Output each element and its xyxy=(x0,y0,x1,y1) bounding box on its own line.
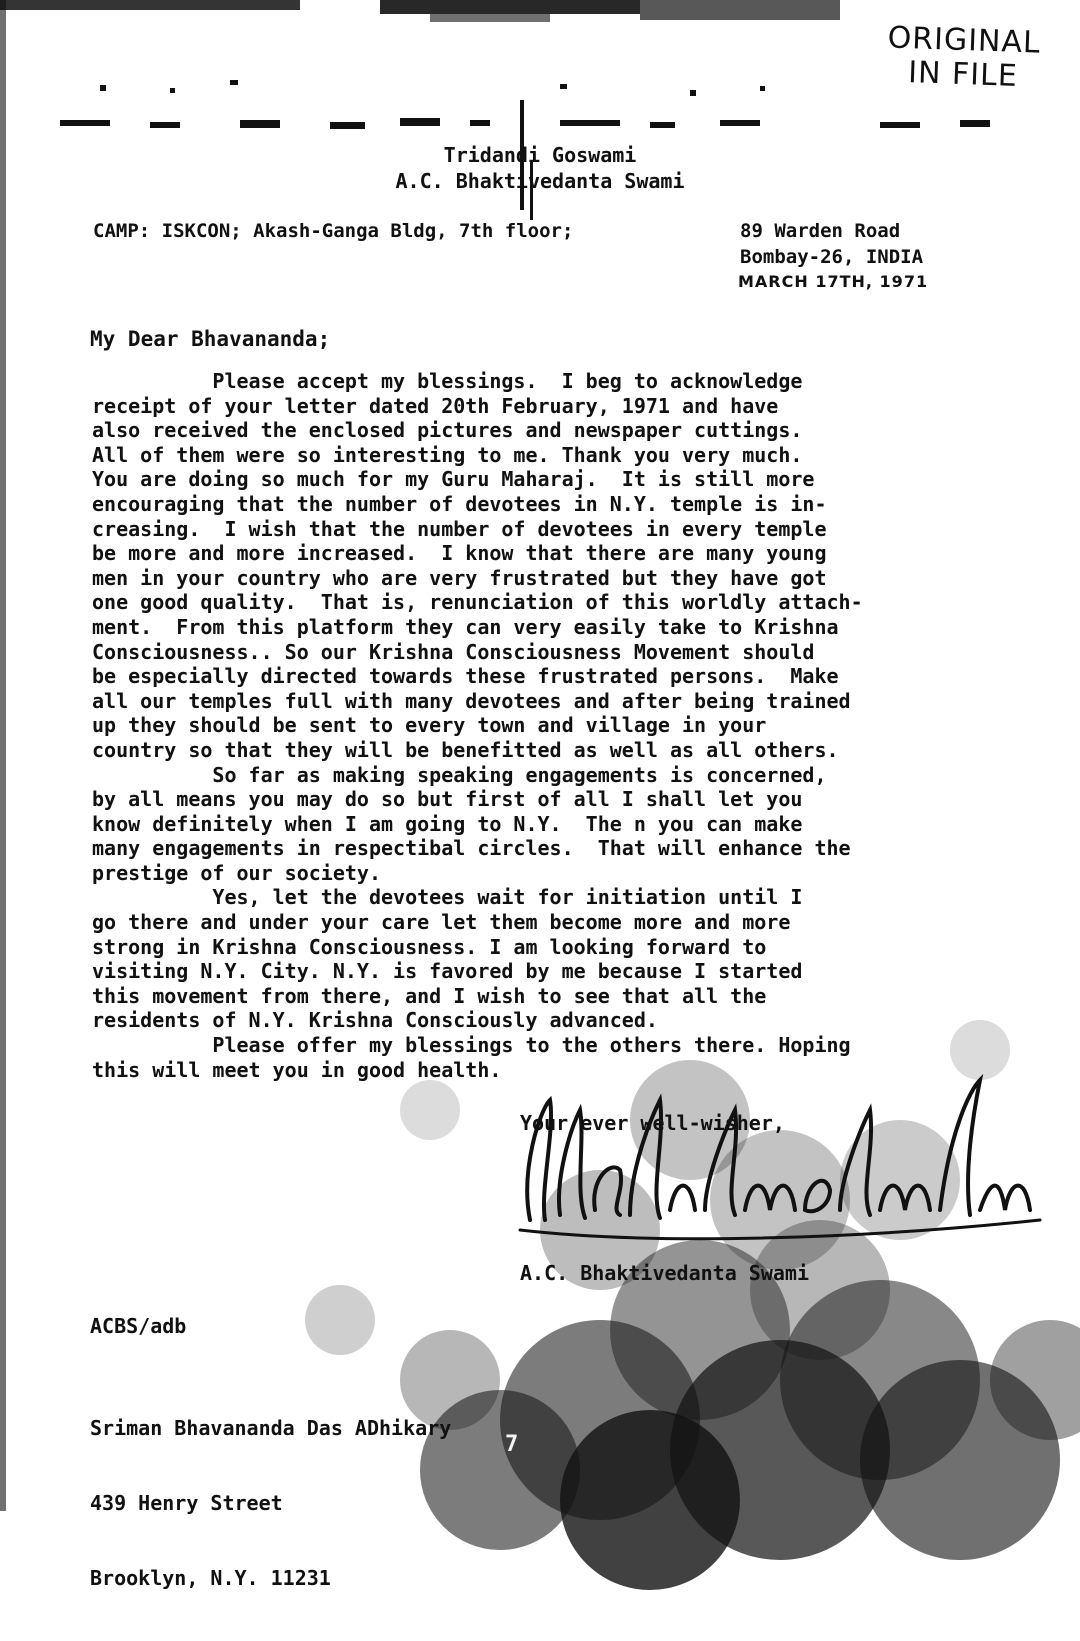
recipient-line-2: 439 Henry Street xyxy=(90,1491,283,1515)
original-in-file-stamp xyxy=(886,21,1041,94)
recipient-line-1: Sriman Bhavananda Das ADhikary xyxy=(90,1416,452,1440)
road-address: 89 Warden Road xyxy=(740,220,901,242)
body-line: Consciousness.. So our Krishna Consciousness Movement should xyxy=(92,639,815,664)
letter-body xyxy=(92,369,1052,1082)
body-line: also received the enclosed pictures and newspaper cuttings. xyxy=(92,418,803,443)
body-line: encouraging that the number of devotees in N.Y. temple is in- xyxy=(92,491,827,516)
body-line: many engagements in respectibal circles. That will enhance the xyxy=(92,836,851,861)
body-line: this will meet you in good health. xyxy=(92,1057,502,1082)
body-line: be more and more increased. I know that there are many young xyxy=(92,541,827,566)
recipient-address xyxy=(90,1366,451,1641)
city-address: Bombay-26, INDIA xyxy=(740,246,924,268)
salutation: My Dear Bhavananda; xyxy=(90,327,331,351)
body-line: creasing. I wish that the number of devotees in every temple xyxy=(92,516,827,541)
closing-line: Your ever well-wisher, xyxy=(520,1111,785,1135)
body-line: ment. From this platform they can very easily take to Krishna xyxy=(92,614,839,639)
body-line: up they should be sent to every town and village in your xyxy=(92,713,767,738)
body-line: know definitely when I am going to N.Y. The n you can make xyxy=(92,811,803,836)
camp-address: CAMP: ISKCON; Akash-Ganga Bldg, 7th floor; xyxy=(93,220,574,242)
body-line: So far as making speaking engagements is concerned, xyxy=(92,762,827,787)
body-line: Yes, let the devotees wait for initiation until I xyxy=(92,885,803,910)
stamp-line-1: ORIGINAL xyxy=(886,20,1042,61)
body-line: one good quality. That is, renunciation of this worldly attach- xyxy=(92,590,863,615)
letterhead-title: Tridandi Goswami xyxy=(443,143,637,167)
body-line: All of them were so interesting to me. Thank you very much. xyxy=(92,442,803,467)
recipient-line-3: Brooklyn, N.Y. 11231 xyxy=(90,1566,331,1590)
body-line: go there and under your care let them become more and more xyxy=(92,910,791,935)
body-line: strong in Krishna Consciousness. I am looking forward to xyxy=(92,934,767,959)
body-line: all our temples full with many devotees and after being trained xyxy=(92,688,851,713)
page-mark: 7 xyxy=(505,1432,519,1457)
letterhead-name: A.C. Bhaktivedanta Swami xyxy=(395,169,685,193)
letter-date: MARCH 17TH, 1971 xyxy=(738,272,929,291)
body-line: by all means you may do so but first of all I shall let you xyxy=(92,787,803,812)
signer-name: A.C. Bhaktivedanta Swami xyxy=(520,1261,809,1285)
body-line: prestige of our society. xyxy=(92,860,381,885)
body-line: You are doing so much for my Guru Maharaj. It is still more xyxy=(92,467,815,492)
body-line: men in your country who are very frustrated but they have got xyxy=(92,565,827,590)
body-line: Please accept my blessings. I beg to acknowledge xyxy=(92,369,803,393)
body-line: be especially directed towards these frustrated persons. Make xyxy=(92,664,839,689)
body-line: Please offer my blessings to the others there. Hoping xyxy=(92,1033,851,1058)
stamp-line-2: IN FILE xyxy=(907,55,1019,94)
body-line: this movement from there, and I wish to see that all the xyxy=(92,983,767,1008)
body-line: country so that they will be benefitted as well as all others. xyxy=(92,737,839,762)
body-line: visiting N.Y. City. N.Y. is favored by me because I started xyxy=(92,959,803,984)
letterhead xyxy=(0,142,1080,194)
body-line: residents of N.Y. Krishna Consciously advanced. xyxy=(92,1008,658,1033)
handwritten-signature xyxy=(500,1070,1060,1270)
reference-initials: ACBS/adb xyxy=(90,1314,187,1338)
body-line: receipt of your letter dated 20th February, 1971 and have xyxy=(92,393,779,418)
